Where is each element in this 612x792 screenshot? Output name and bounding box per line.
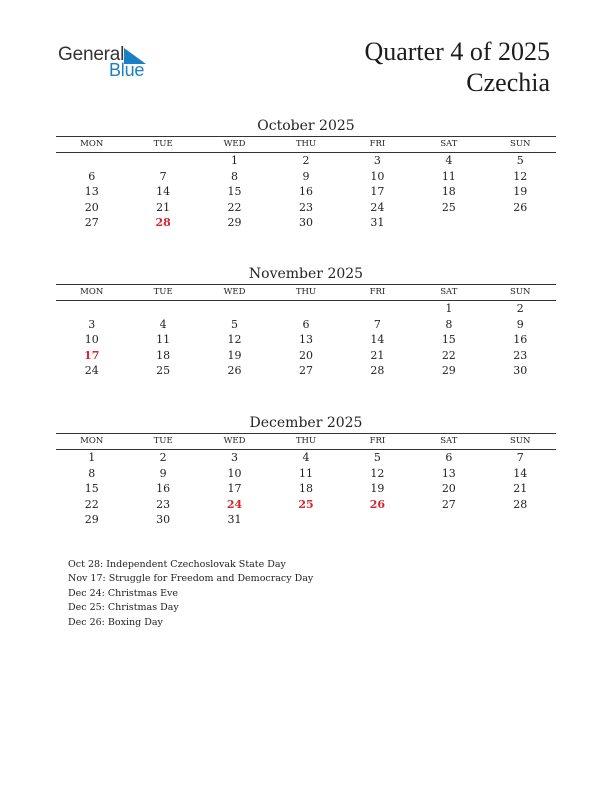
day-cell: 20: [298, 348, 313, 362]
month-grid: [56, 136, 556, 231]
week-row: [56, 184, 556, 200]
weekday-label: FRI: [369, 287, 386, 297]
day-cell: 23: [513, 348, 528, 362]
week-row: [56, 497, 556, 513]
day-cell: 3: [88, 317, 96, 331]
day-cell: [485, 215, 556, 231]
weekday-header: [56, 137, 556, 153]
week-row: [56, 450, 556, 466]
holiday-note: Oct 28: Independent Czechoslovak State Day: [68, 559, 286, 570]
day-cell: 1: [88, 451, 96, 464]
day-cell: 29: [227, 216, 242, 230]
week-row: [56, 301, 556, 317]
day-cell: 5: [231, 317, 239, 331]
day-cell: 23: [298, 200, 313, 214]
day-cell: [413, 215, 484, 231]
day-cell: [342, 512, 413, 528]
day-cell: 18: [441, 185, 456, 199]
weekday-label: MON: [80, 287, 104, 297]
holiday-notes: [68, 558, 313, 630]
day-cell: 2: [302, 154, 310, 167]
month-title: October 2025: [257, 118, 355, 134]
holiday-day-cell: 25: [298, 497, 314, 511]
day-cell: 14: [156, 185, 171, 199]
day-cell: 28: [513, 497, 528, 511]
day-cell: 4: [445, 154, 453, 167]
day-cell: 22: [227, 200, 242, 214]
weekday-label: FRI: [369, 436, 386, 446]
day-cell: 7: [159, 169, 167, 183]
month-title: November 2025: [248, 266, 364, 282]
day-cell: 22: [84, 497, 99, 511]
month-october: [56, 116, 556, 231]
day-cell: 20: [84, 200, 99, 214]
weekday-label: SAT: [440, 436, 458, 446]
day-cell: 8: [88, 466, 96, 480]
weekday-header: [56, 285, 556, 301]
weekday-label: THU: [295, 436, 317, 446]
day-cell: 7: [516, 451, 524, 464]
week-row: [56, 363, 556, 379]
day-cell: 13: [441, 466, 456, 480]
day-cell: 12: [513, 169, 528, 183]
day-cell: 9: [516, 317, 524, 331]
weekday-label: WED: [223, 139, 246, 149]
day-cell: 29: [441, 364, 456, 378]
day-cell: 26: [513, 200, 528, 214]
day-cell: 11: [156, 333, 171, 347]
day-cell: 8: [231, 169, 239, 183]
page-title: [364, 36, 550, 98]
weekday-label: SAT: [440, 139, 458, 149]
day-cell: 9: [159, 466, 167, 480]
logo-general-text: General: [58, 44, 125, 65]
holiday-note: Nov 17: Struggle for Freedom and Democracy Day: [68, 573, 314, 585]
day-cell: [199, 301, 270, 317]
month-grid: [56, 284, 556, 379]
day-cell: 9: [302, 169, 310, 183]
day-cell: 6: [88, 169, 96, 183]
day-cell: [127, 153, 198, 169]
weekday-label: MON: [80, 139, 104, 149]
week-row: [56, 153, 556, 169]
month-november: [56, 264, 556, 379]
day-cell: 16: [298, 185, 313, 199]
day-cell: 31: [370, 216, 385, 230]
day-cell: 30: [513, 364, 528, 378]
day-cell: 3: [231, 451, 239, 464]
day-cell: 31: [227, 513, 242, 527]
day-cell: [270, 512, 341, 528]
day-cell: [413, 512, 484, 528]
day-cell: 25: [441, 200, 456, 214]
weekday-label: TUE: [153, 436, 173, 446]
weekday-label: SAT: [440, 287, 458, 297]
holiday-note: Dec 25: Christmas Day: [68, 602, 179, 614]
holiday-day-cell: 28: [155, 216, 171, 230]
holiday-day-cell: 24: [226, 497, 243, 511]
week-row: [56, 466, 556, 482]
day-cell: 18: [156, 348, 171, 362]
weekday-label: TUE: [153, 139, 173, 149]
month-december: [56, 413, 556, 528]
day-cell: 4: [302, 451, 310, 464]
title-quarter: Quarter 4 of 2025: [364, 37, 550, 66]
holiday-day-cell: 17: [84, 348, 100, 362]
day-cell: 18: [298, 482, 313, 496]
day-cell: [485, 512, 556, 528]
day-cell: 13: [84, 185, 99, 199]
day-cell: 30: [156, 513, 171, 527]
day-cell: 15: [84, 482, 99, 496]
day-cell: 29: [84, 513, 99, 527]
day-cell: 16: [513, 333, 528, 347]
week-row: [56, 512, 556, 528]
day-cell: 24: [84, 364, 99, 378]
day-cell: 8: [445, 317, 453, 331]
day-cell: 20: [441, 482, 456, 496]
month-grid: [56, 433, 556, 528]
holiday-day-cell: 26: [369, 497, 386, 511]
month-title: December 2025: [249, 415, 363, 431]
day-cell: 17: [227, 482, 242, 496]
day-cell: 21: [156, 200, 171, 214]
day-cell: 19: [227, 348, 242, 362]
day-cell: 13: [298, 333, 313, 347]
generalblue-logo: [58, 44, 158, 84]
weekday-header: [56, 434, 556, 450]
day-cell: 3: [373, 154, 381, 167]
weekday-label: SUN: [510, 436, 531, 446]
day-cell: 4: [159, 317, 167, 331]
day-cell: 30: [298, 216, 313, 230]
title-country: Czechia: [466, 68, 550, 97]
day-cell: 6: [302, 317, 310, 331]
weekday-label: SUN: [510, 139, 531, 149]
day-cell: 12: [227, 333, 242, 347]
day-cell: 19: [370, 482, 385, 496]
day-cell: 27: [298, 364, 313, 378]
day-cell: 21: [513, 482, 528, 496]
day-cell: 1: [445, 302, 453, 315]
day-cell: 10: [84, 333, 99, 347]
day-cell: 21: [370, 348, 385, 362]
day-cell: [56, 301, 127, 317]
weekday-label: THU: [295, 139, 317, 149]
week-row: [56, 215, 556, 231]
weekday-label: FRI: [369, 139, 386, 149]
day-cell: 2: [516, 302, 524, 315]
week-row: [56, 348, 556, 364]
day-cell: 23: [156, 497, 171, 511]
week-row: [56, 200, 556, 216]
weekday-label: SUN: [510, 287, 531, 297]
day-cell: 22: [441, 348, 456, 362]
week-row: [56, 317, 556, 333]
day-cell: 11: [298, 466, 313, 480]
day-cell: 12: [370, 466, 385, 480]
day-cell: 10: [370, 169, 385, 183]
weekday-label: WED: [223, 436, 246, 446]
weekday-label: MON: [80, 436, 104, 446]
day-cell: 15: [227, 185, 242, 199]
weekday-label: WED: [223, 287, 246, 297]
day-cell: [270, 301, 341, 317]
day-cell: 14: [513, 466, 528, 480]
day-cell: 26: [227, 364, 242, 378]
day-cell: 14: [370, 333, 385, 347]
day-cell: 11: [441, 169, 456, 183]
day-cell: 25: [156, 364, 171, 378]
day-cell: 5: [373, 451, 381, 464]
day-cell: 15: [441, 333, 456, 347]
week-row: [56, 169, 556, 185]
holiday-note: Dec 26: Boxing Day: [68, 616, 163, 628]
holiday-note: Dec 24: Christmas Eve: [68, 587, 179, 599]
day-cell: 17: [370, 185, 385, 199]
day-cell: 28: [370, 364, 385, 378]
day-cell: 27: [441, 497, 456, 511]
day-cell: [342, 301, 413, 317]
logo-blue-text: Blue: [109, 60, 145, 80]
week-row: [56, 481, 556, 497]
weekday-label: TUE: [153, 287, 173, 297]
week-row: [56, 332, 556, 348]
day-cell: 7: [373, 317, 381, 331]
day-cell: 2: [159, 451, 167, 464]
day-cell: [127, 301, 198, 317]
day-cell: 10: [227, 466, 242, 480]
day-cell: 6: [445, 451, 453, 464]
day-cell: 24: [370, 200, 385, 214]
day-cell: 1: [231, 154, 239, 167]
day-cell: 27: [84, 216, 99, 230]
weekday-label: THU: [295, 287, 317, 297]
day-cell: [56, 153, 127, 169]
day-cell: 5: [516, 154, 524, 167]
day-cell: 19: [513, 185, 528, 199]
day-cell: 16: [156, 482, 171, 496]
